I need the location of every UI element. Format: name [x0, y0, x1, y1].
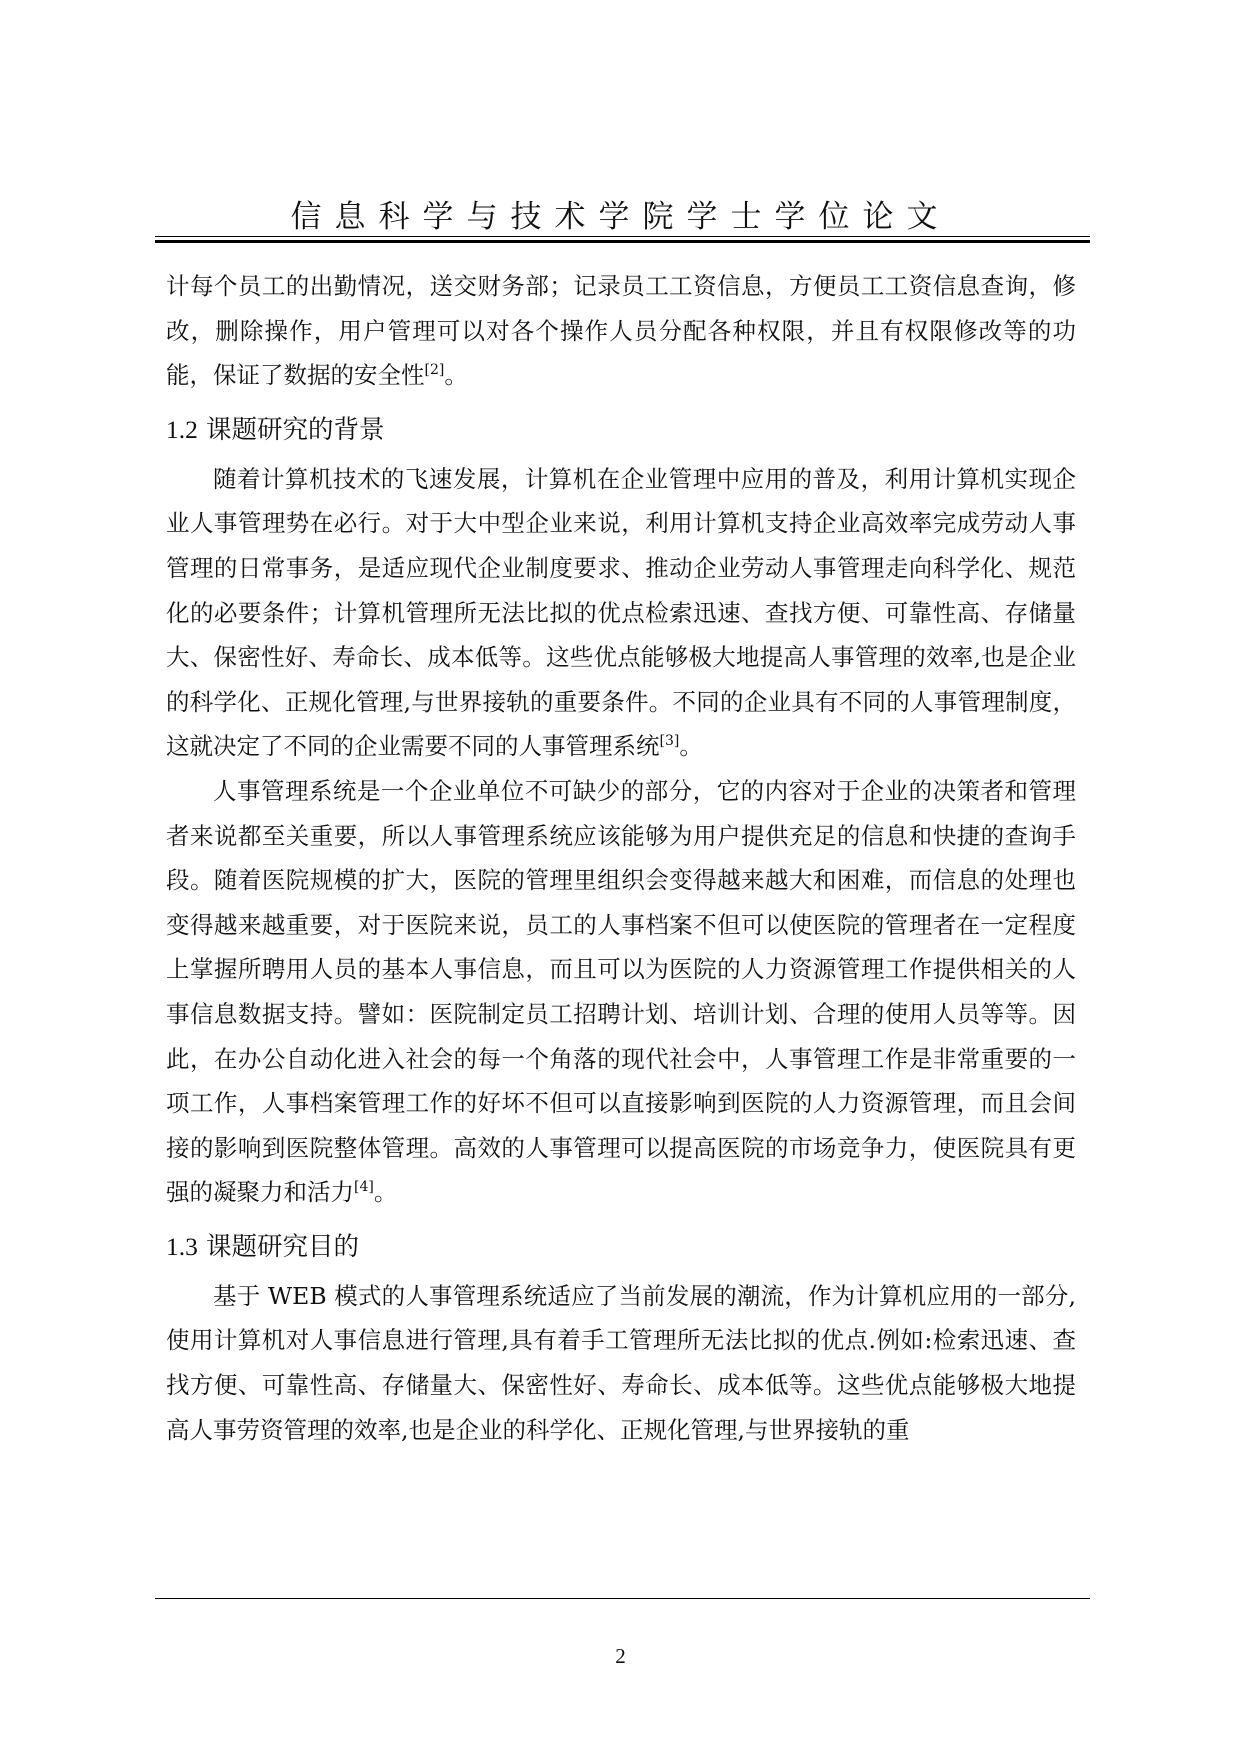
footer-rule [155, 1598, 1090, 1599]
page-body [166, 264, 1076, 1452]
header-rule-thin [155, 236, 1090, 237]
section-heading-1-3: 1.3 课题研究目的 [166, 1231, 359, 1262]
citation-ref: [2] [424, 362, 445, 379]
section-heading-1-2: 1.2 课题研究的背景 [166, 414, 385, 445]
citation-ref: [3] [659, 733, 680, 750]
paragraph-background-1: 随着计算机技术的飞速发展，计算机在企业管理中应用的普及，利用计算机实现企业人事管理势在必行。对于大中型企业来说，利用计算机支持企业高效率完成劳动人事管理的日常事务，是适应现代企业制度要求、推动企业劳动人事管理走向科学化、规范化的必要条件；计算机管理所无法比拟的优点检索迅速、查找方便、可靠性高、存储量大、保密性好、寿命长、成本低等。这些优点能够极大地提高人事管理的效率,也是企业的科学化、正规化管理,与世界接轨的重要条件。不同的企业具有不同的人事管理制度，这就决定了不同的企业需要不同的人事管理系统[3]。 [166, 464, 1076, 761]
header-rule-thick [155, 240, 1090, 243]
paragraph-purpose: 基于 WEB 模式的人事管理系统适应了当前发展的潮流，作为计算机应用的一部分,使用计算机对人事信息进行管理,具有着手工管理所无法比拟的优点.例如:检索迅速、查找方便、可靠性高、存储量大、保密性好、寿命长、成本低等。这些优点能够极大地提高人事劳资管理的效率,也是企业的科学化、正规化管理,与世界接轨的重 [166, 1281, 1076, 1444]
paragraph-background-2: 人事管理系统是一个企业单位不可缺少的部分，它的内容对于企业的决策者和管理者来说都至关重要，所以人事管理系统应该能够为用户提供充足的信息和快捷的查询手段。随着医院规模的扩大，医院的管理里组织会变得越来越大和困难，而信息的处理也变得越来越重要，对于医院来说，员工的人事档案不但可以使医院的管理者在一定程度上掌握所聘用人员的基本人事信息，而且可以为医院的人力资源管理工作提供相关的人事信息数据支持。譬如：医院制定员工招聘计划、培训计划、合理的使用人员等等。因此，在办公自动化进入社会的每一个角落的现代社会中，人事管理工作是非常重要的一项工作，人事档案管理工作的好坏不但可以直接影响到医院的人力资源管理，而且会间接的影响到医院整体管理。高效的人事管理可以提高医院的市场竞争力，使医院具有更强的凝聚力和活力[4]。 [166, 776, 1076, 1207]
paragraph-continuation: 计每个员工的出勤情况，送交财务部；记录员工工资信息，方便员工工资信息查询，修改，删除操作，用户管理可以对各个操作人员分配各种权限，并且有权限修改等的功能，保证了数据的安全性[2]。 [166, 272, 1076, 390]
citation-ref: [4] [354, 1179, 374, 1196]
page-number: 2 [615, 1644, 626, 1668]
running-header-title: 信息科学与技术学院学士学位论文 [290, 199, 951, 235]
